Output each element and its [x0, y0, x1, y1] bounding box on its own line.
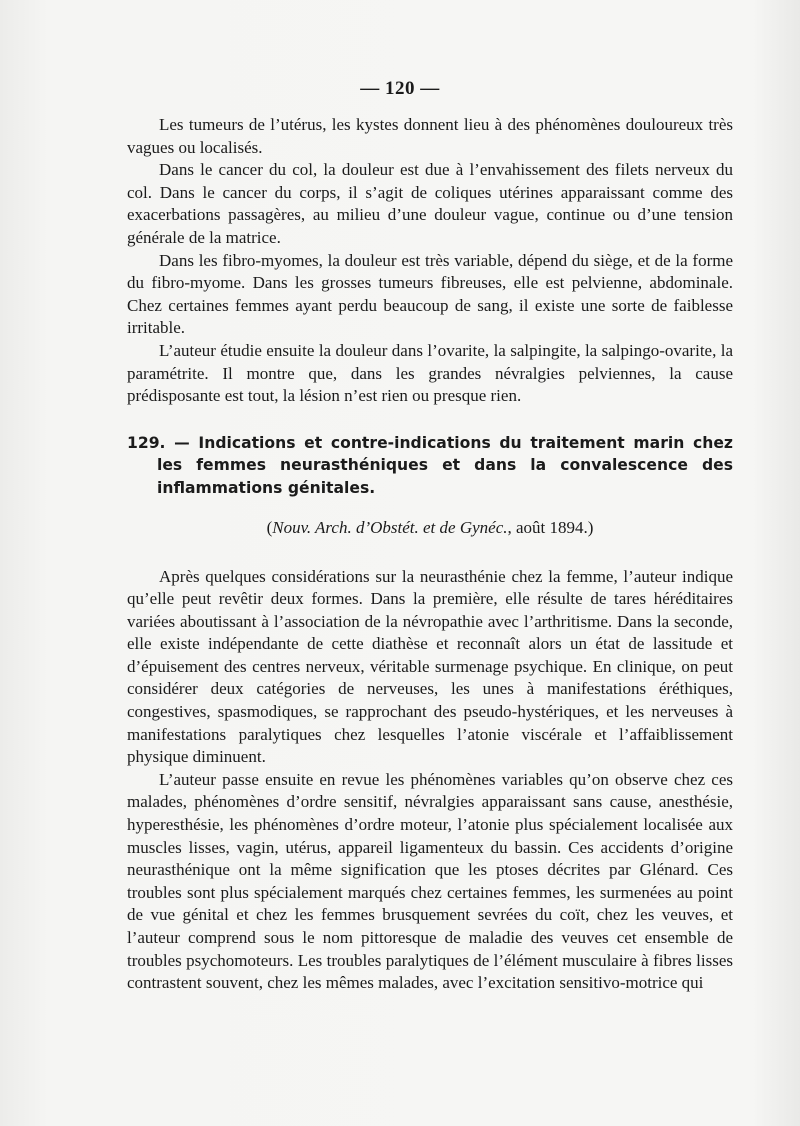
citation [127, 518, 733, 538]
citation-open: ( [266, 517, 273, 537]
section-title: Indications et contre-indications du traitement marin chez les femmes neurasthéniques et dans la convalescence des inflammations génitales. [157, 433, 733, 497]
paragraph-tumeurs: Les tumeurs de l’utérus, les kystes donnent lieu à des phénomènes douloureux très vagues ou localisés. [127, 115, 733, 157]
paragraph-fibromyomes: Dans les fibro-myomes, la douleur est très variable, dépend du siège, et de la forme du fibro-myome. Dans les grosses tumeurs fibreuses, elle est pelvienne, abdominale. Chez certaines femmes ayant perdu beaucoup de sang, il existe une sorte de faiblesse irritable. [127, 250, 733, 338]
section-number: 129. — [127, 433, 190, 452]
page-body [127, 114, 733, 995]
citation-source: Nouv. Arch. d’Obstét. et de Gynéc. [272, 517, 508, 537]
section-heading [127, 432, 733, 500]
paragraph-cancer: Dans le cancer du col, la douleur est due à l’envahissement des filets nerveux du col. Dans le cancer du corps, il s’agit de coliques utérines apparaissant comme des exacerbations passagères, au milieu d’une douleur vague, continue ou d’une tension générale de la matrice. [127, 160, 733, 247]
page-number: — 120 — [360, 78, 440, 99]
paragraph-neurasthenie: Après quelques considérations sur la neurasthénie chez la femme, l’auteur indique qu’elle peut revêtir deux formes. Dans la première, elle résulte de tares héréditaires variées aboutissant à l’association de la névropathie avec l’arthritisme. Dans la seconde, elle existe indépendante de cette diathèse et reconnaît alors un état de lassitude et d’épuisement des centres nerveux, véritable surmenage psychique. En clinique, on peut considérer deux catégories de nerveuses, les unes à manifestations éréthiques, congestives, spasmodiques, se rapprochant des pseudo-hystériques, et les nerveuses à manifestations paralytiques chez lesquelles l’atonie viscérale et l’affaiblissement physique diminuent. [127, 566, 733, 767]
paragraph-phenomenes: L’auteur passe ensuite en revue les phénomènes variables qu’on observe chez ces malades, phénomènes d’ordre sensitif, névralgies apparaissant sans cause, anesthésie, hyperesthésie, les phénomènes d’ordre moteur, l’atonie plus spécialement localisée aux muscles lisses, vagin, utérus, appareil ligamenteux du bassin. Ces accidents d’origine neurasthénique ont la même signification que les ptoses décrites par Glénard. Ces troubles sont plus spécialement marqués chez certaines femmes, les surmenées au point de vue génital et chez les femmes brusquement sevrées du coït, chez les veuves, et l’auteur comprend sous le nom pittoresque de maladie des veuves cet ensemble de troubles psychomoteurs. Les troubles paralytiques de l’élément musculaire à fibres lisses contrastent souvent, chez les mêmes malades, avec l’excitation sensitivo-motrice qui [127, 769, 733, 993]
citation-date: , août 1894.) [507, 517, 594, 537]
paragraph-ovarite: L’auteur étudie ensuite la douleur dans l’ovarite, la salpingite, la salpingo-ovarite, la paramétrite. Il montre que, dans les grandes névralgies pelviennes, la cause prédisposante est tout, la lésion n’est rien ou presque rien. [127, 340, 733, 406]
